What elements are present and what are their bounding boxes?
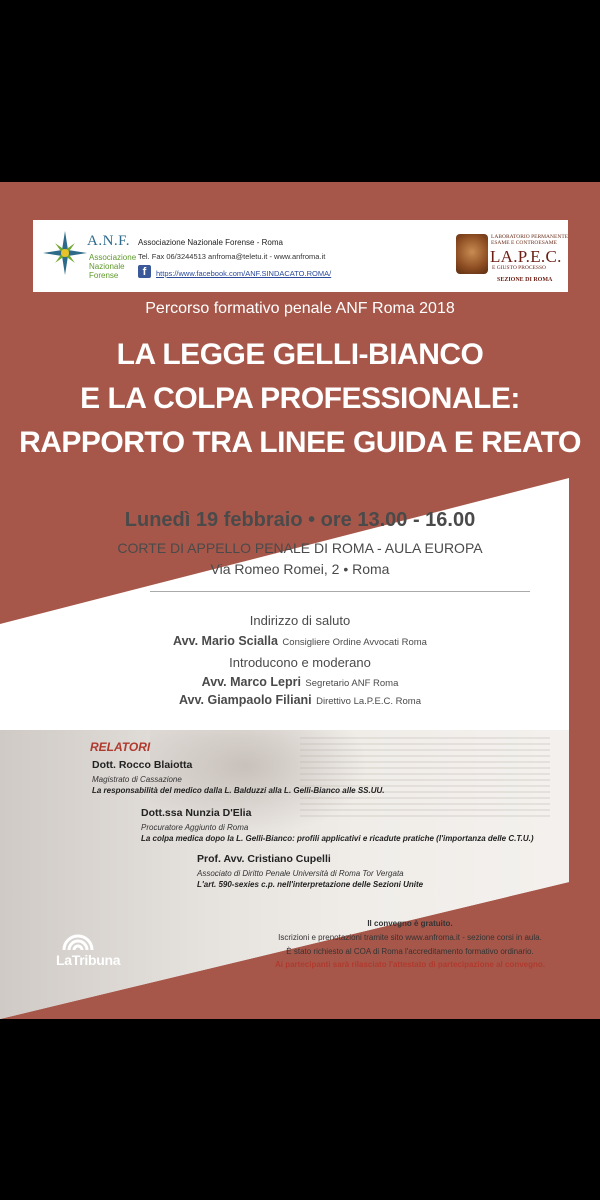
person-role: Consigliere Ordine Avvocati Roma xyxy=(282,637,427,648)
event-venue: CORTE DI APPELLO PENALE DI ROMA - AULA EUROPA xyxy=(117,540,483,556)
speaker-name: Dott. Rocco Blaiotta xyxy=(92,759,193,771)
course-label: Percorso formativo penale ANF Roma 2018 xyxy=(145,300,455,317)
book-image xyxy=(300,737,550,817)
greeting-heading: Indirizzo di saluto xyxy=(249,613,351,628)
speaker-talk: L'art. 590-sexies c.p. nell'interpretazione delle Sezioni Unite xyxy=(197,880,424,889)
moderator-person xyxy=(0,673,600,691)
lapec-title: LA.P.E.C. xyxy=(490,247,562,266)
speaker-talk: La colpa medica dopo la L. Gelli-Bianco: profili applicativi e ricadute pratiche (l'importanza delle C.T.U.) xyxy=(141,834,534,843)
moderator-person xyxy=(0,691,600,709)
person-name: Avv. Mario Scialla xyxy=(173,634,278,648)
person-name: Avv. Giampaolo Filiani xyxy=(178,693,312,707)
footer-credits: È stato richiesto al COA di Roma l'accreditamento formativo ordinario. xyxy=(286,947,534,956)
anf-name: A.N.F. xyxy=(87,233,131,249)
person-name: Avv. Marco Lepri xyxy=(201,675,301,689)
speaker-role: Magistrato di Cassazione xyxy=(92,775,182,784)
speaker-name: Dott.ssa Nunzia D'Elia xyxy=(141,807,252,819)
title-line: E LA COLPA PROFESSIONALE: xyxy=(80,382,520,415)
lapec-caption: LABORATORIO PERMANENTE ESAME E CONTROESAME xyxy=(491,234,569,246)
divider xyxy=(150,591,530,592)
latribuna-logo-icon xyxy=(58,922,98,952)
title-line: LA LEGGE GELLI-BIANCO xyxy=(116,338,484,371)
person-role: Segretario ANF Roma xyxy=(305,678,399,689)
title-line: RAPPORTO TRA LINEE GUIDA E REATO xyxy=(19,426,581,459)
association-name: Associazione Nazionale Forense - Roma xyxy=(138,238,283,247)
moderators-heading: Introducono e moderano xyxy=(229,655,371,670)
event-poster xyxy=(0,182,600,1019)
greeting-person xyxy=(0,632,600,650)
anf-subtitle: Associazione Nazionale Forense xyxy=(89,253,137,280)
person-role: Direttivo La.P.E.C. Roma xyxy=(316,696,422,707)
event-address: Via Romeo Romei, 2 • Roma xyxy=(210,561,390,577)
speaker-talk: La responsabilità del medico dalla L. Balduzzi alla L. Gelli-Bianco alle SS.UU. xyxy=(92,786,385,795)
footer-certificate: Ai partecipanti sarà rilasciato l'attestato di partecipazione al convegno. xyxy=(275,960,545,969)
lapec-section: SEZIONE DI ROMA xyxy=(497,277,553,283)
event-date: Lunedì 19 febbraio • ore 13.00 - 16.00 xyxy=(124,509,476,531)
facebook-link[interactable]: https://www.facebook.com/ANF.SINDACATO.ROMA/ xyxy=(156,269,332,278)
info-panel xyxy=(0,182,600,1019)
contact-info: Tel. Fax 06/3244513 anfroma@teletu.it - www.anfroma.it xyxy=(138,252,326,261)
lapec-subtitle: E GIUSTO PROCESSO xyxy=(492,265,546,271)
speaker-role: Associato di Diritto Penale Università di Roma Tor Vergata xyxy=(197,869,404,878)
latribuna-logo-text: LaTribuna xyxy=(56,952,121,968)
speakers-heading: RELATORI xyxy=(90,740,151,754)
facebook-icon: f xyxy=(138,265,151,278)
speaker-name: Prof. Avv. Cristiano Cupelli xyxy=(197,853,331,865)
speaker-role: Procuratore Aggiunto di Roma xyxy=(141,823,249,832)
footer-registration: Iscrizioni e prenotazioni tramite sito www.anfroma.it - sezione corsi in aula. xyxy=(278,933,542,942)
footer-free: Il convegno è gratuito. xyxy=(367,919,453,928)
